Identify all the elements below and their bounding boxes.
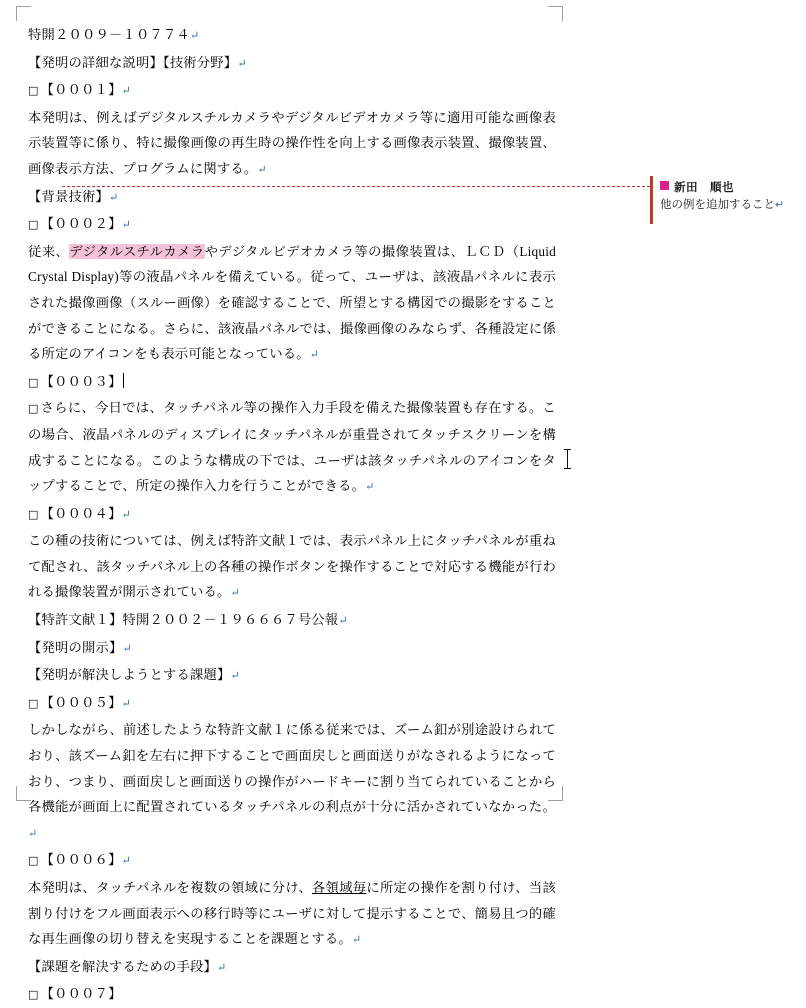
paragraph-text-lead: 本発明は、タッチパネルを複数の領域に分け、: [28, 880, 313, 895]
page-corner-top-left: [16, 6, 31, 21]
checkbox-icon: □: [28, 696, 39, 710]
pilcrow-icon: ↵: [121, 697, 131, 710]
paragraph-text: 特開２００９－１０７７４: [28, 27, 190, 42]
paragraph-text: 【発明が解決しようとする課題】: [28, 667, 231, 683]
paragraph-number-0001[interactable]: [28, 77, 556, 105]
paragraph-number-0003[interactable]: [28, 369, 556, 396]
pilcrow-icon: ↵: [257, 163, 267, 176]
checkbox-icon: □: [28, 375, 39, 389]
paragraph-heading-means[interactable]: [28, 954, 556, 982]
paragraph-number-0005[interactable]: [28, 690, 556, 718]
checkbox-icon: □: [28, 402, 39, 416]
pilcrow-icon: ↵: [230, 670, 240, 683]
checkbox-icon: □: [28, 507, 39, 521]
paragraph-patent-reference-1[interactable]: [28, 607, 556, 635]
document-text-body[interactable]: [28, 22, 556, 1008]
paragraph-0004[interactable]: [28, 528, 556, 607]
pilcrow-icon: ↵: [237, 57, 247, 70]
checkbox-icon: □: [28, 84, 39, 98]
pilcrow-icon: ↵: [775, 199, 785, 211]
underlined-text: 各領域毎: [312, 880, 367, 895]
pilcrow-icon: ↵: [365, 481, 375, 494]
paragraph-number-0006[interactable]: [28, 847, 556, 875]
pilcrow-icon: ↵: [121, 85, 131, 98]
pilcrow-icon: ↵: [121, 219, 131, 232]
paragraph-text-lead: 従来、: [28, 243, 70, 259]
pilcrow-icon: ↵: [122, 642, 132, 655]
checkbox-icon: □: [28, 988, 39, 1002]
paragraph-0001[interactable]: [28, 105, 556, 184]
comment-anchor-line: [62, 186, 650, 187]
pilcrow-icon: ↵: [216, 961, 227, 974]
comment-text: 他の例を追加すること: [660, 199, 775, 211]
comment-chip-icon: [660, 181, 669, 190]
paragraph-number-0007[interactable]: [28, 981, 556, 1008]
paragraph-text: 【０００６】: [40, 852, 122, 868]
paragraph-text: 【発明の詳細な説明】【技術分野】: [28, 54, 238, 70]
comment-header: [660, 178, 800, 196]
paragraph-0006[interactable]: [28, 875, 556, 954]
paragraph-heading-detail[interactable]: [28, 50, 556, 78]
pilcrow-icon: ↵: [338, 615, 348, 628]
paragraph-heading-background[interactable]: [28, 184, 556, 212]
paragraph-text: 【０００５】: [40, 694, 122, 710]
paragraph-text: 【０００２】: [40, 216, 122, 232]
paragraph-number-0002[interactable]: [28, 211, 556, 239]
pilcrow-icon: ↵: [121, 855, 131, 868]
pilcrow-icon: ↵: [121, 508, 131, 521]
page-corner-top-right: [548, 6, 563, 21]
checkbox-icon: □: [28, 854, 39, 868]
comment-accent-bar: [650, 176, 653, 224]
pilcrow-icon: ↵: [28, 827, 38, 840]
comment-body[interactable]: [660, 198, 800, 213]
pilcrow-icon: ↵: [189, 30, 200, 42]
highlighted-text: デジタルスチルカメラ: [69, 243, 205, 259]
i-beam-cursor: [564, 449, 571, 469]
checkbox-icon: □: [28, 218, 39, 232]
paragraph-text-rest: に所定の操作を割り付け、当該割り付けをフル画面表示への移行時等にユーザに対して提示することで、簡易且つ的確な再生画像の切り替えを実現することを課題とする。: [28, 880, 556, 947]
pilcrow-icon: ↵: [108, 191, 119, 204]
paragraph-text: 【０００３】: [40, 373, 122, 389]
paragraph-text: 【背景技術】: [28, 188, 109, 204]
paragraph-title[interactable]: [28, 22, 556, 50]
paragraph-text: 【０００７】: [40, 986, 122, 1002]
comment-author: 新田 順也: [674, 182, 734, 194]
comment-balloon[interactable]: [660, 178, 800, 213]
paragraph-0005[interactable]: [28, 717, 556, 847]
paragraph-text: この種の技術については、例えば特許文献１では、表示パネル上にタッチパネルが重ねて配され、該タッチパネル上の各種の操作ボタンを操作することで対応する機能が行われる撮像装置が開示されている。: [28, 533, 556, 600]
text-insertion-caret: [123, 373, 124, 388]
paragraph-text: 本発明は、例えばデジタルスチルカメラやデジタルビデオカメラ等に適用可能な画像表示装置等に係り、特に撮像画像の再生時の操作性を向上する画像表示装置、撮像装置、画像表示方法、プログラムに関する。: [28, 109, 556, 176]
paragraph-text: 【発明の開示】: [28, 639, 123, 655]
paragraph-text: しかしながら、前述したような特許文献１に係る従来では、ズーム釦が別途設けられており、該ズーム釦を左右に押下することで画面戻しと画面送りがなされるようになっており、つまり、画面戻しと画面送りの操作がハードキーに割り当てられていることから各機能が画面上に配置されているタッチパネルの利点が十分に活かされていなかった。: [28, 722, 556, 815]
paragraph-0002[interactable]: [28, 239, 556, 369]
paragraph-text: 【０００４】: [40, 505, 122, 521]
paragraph-0003[interactable]: [28, 395, 556, 500]
pilcrow-icon: ↵: [230, 587, 240, 600]
paragraph-text: さらに、今日では、タッチパネル等の操作入力手段を備えた撮像装置も存在する。この場合、液晶パネルのディスプレイにタッチパネルが重畳されてタッチスクリーンを構成することになる。このような構成の下では、ユーザは該タッチパネルのアイコンをタップすることで、所定の操作入力を行うことができる。: [28, 400, 556, 494]
paragraph-text: 【課題を解決するための手段】: [28, 958, 217, 974]
paragraph-heading-disclosure[interactable]: [28, 635, 556, 663]
pilcrow-icon: ↵: [309, 349, 320, 362]
paragraph-text: 【特許文献１】特開２００２－１９６６６７号公報: [28, 612, 339, 628]
paragraph-number-0004[interactable]: [28, 501, 556, 529]
pilcrow-icon: ↵: [351, 934, 362, 947]
paragraph-heading-problem[interactable]: [28, 662, 556, 690]
paragraph-text-rest: やデジタルビデオカメラ等の撮像装置は、ＬＣＤ（Liquid Crystal Display)等の液晶パネルを備えている。従って、ユーザは、該液晶パネルに表示された撮像画像（スルー画像）を確認することで、所望とする構図での撮影をすることができることになる。さらに、該液晶パネルでは、撮像画像のみならず、各種設定に係る所定のアイコンをも表示可能となっている。: [28, 243, 557, 362]
paragraph-text: 【０００１】: [40, 82, 122, 98]
